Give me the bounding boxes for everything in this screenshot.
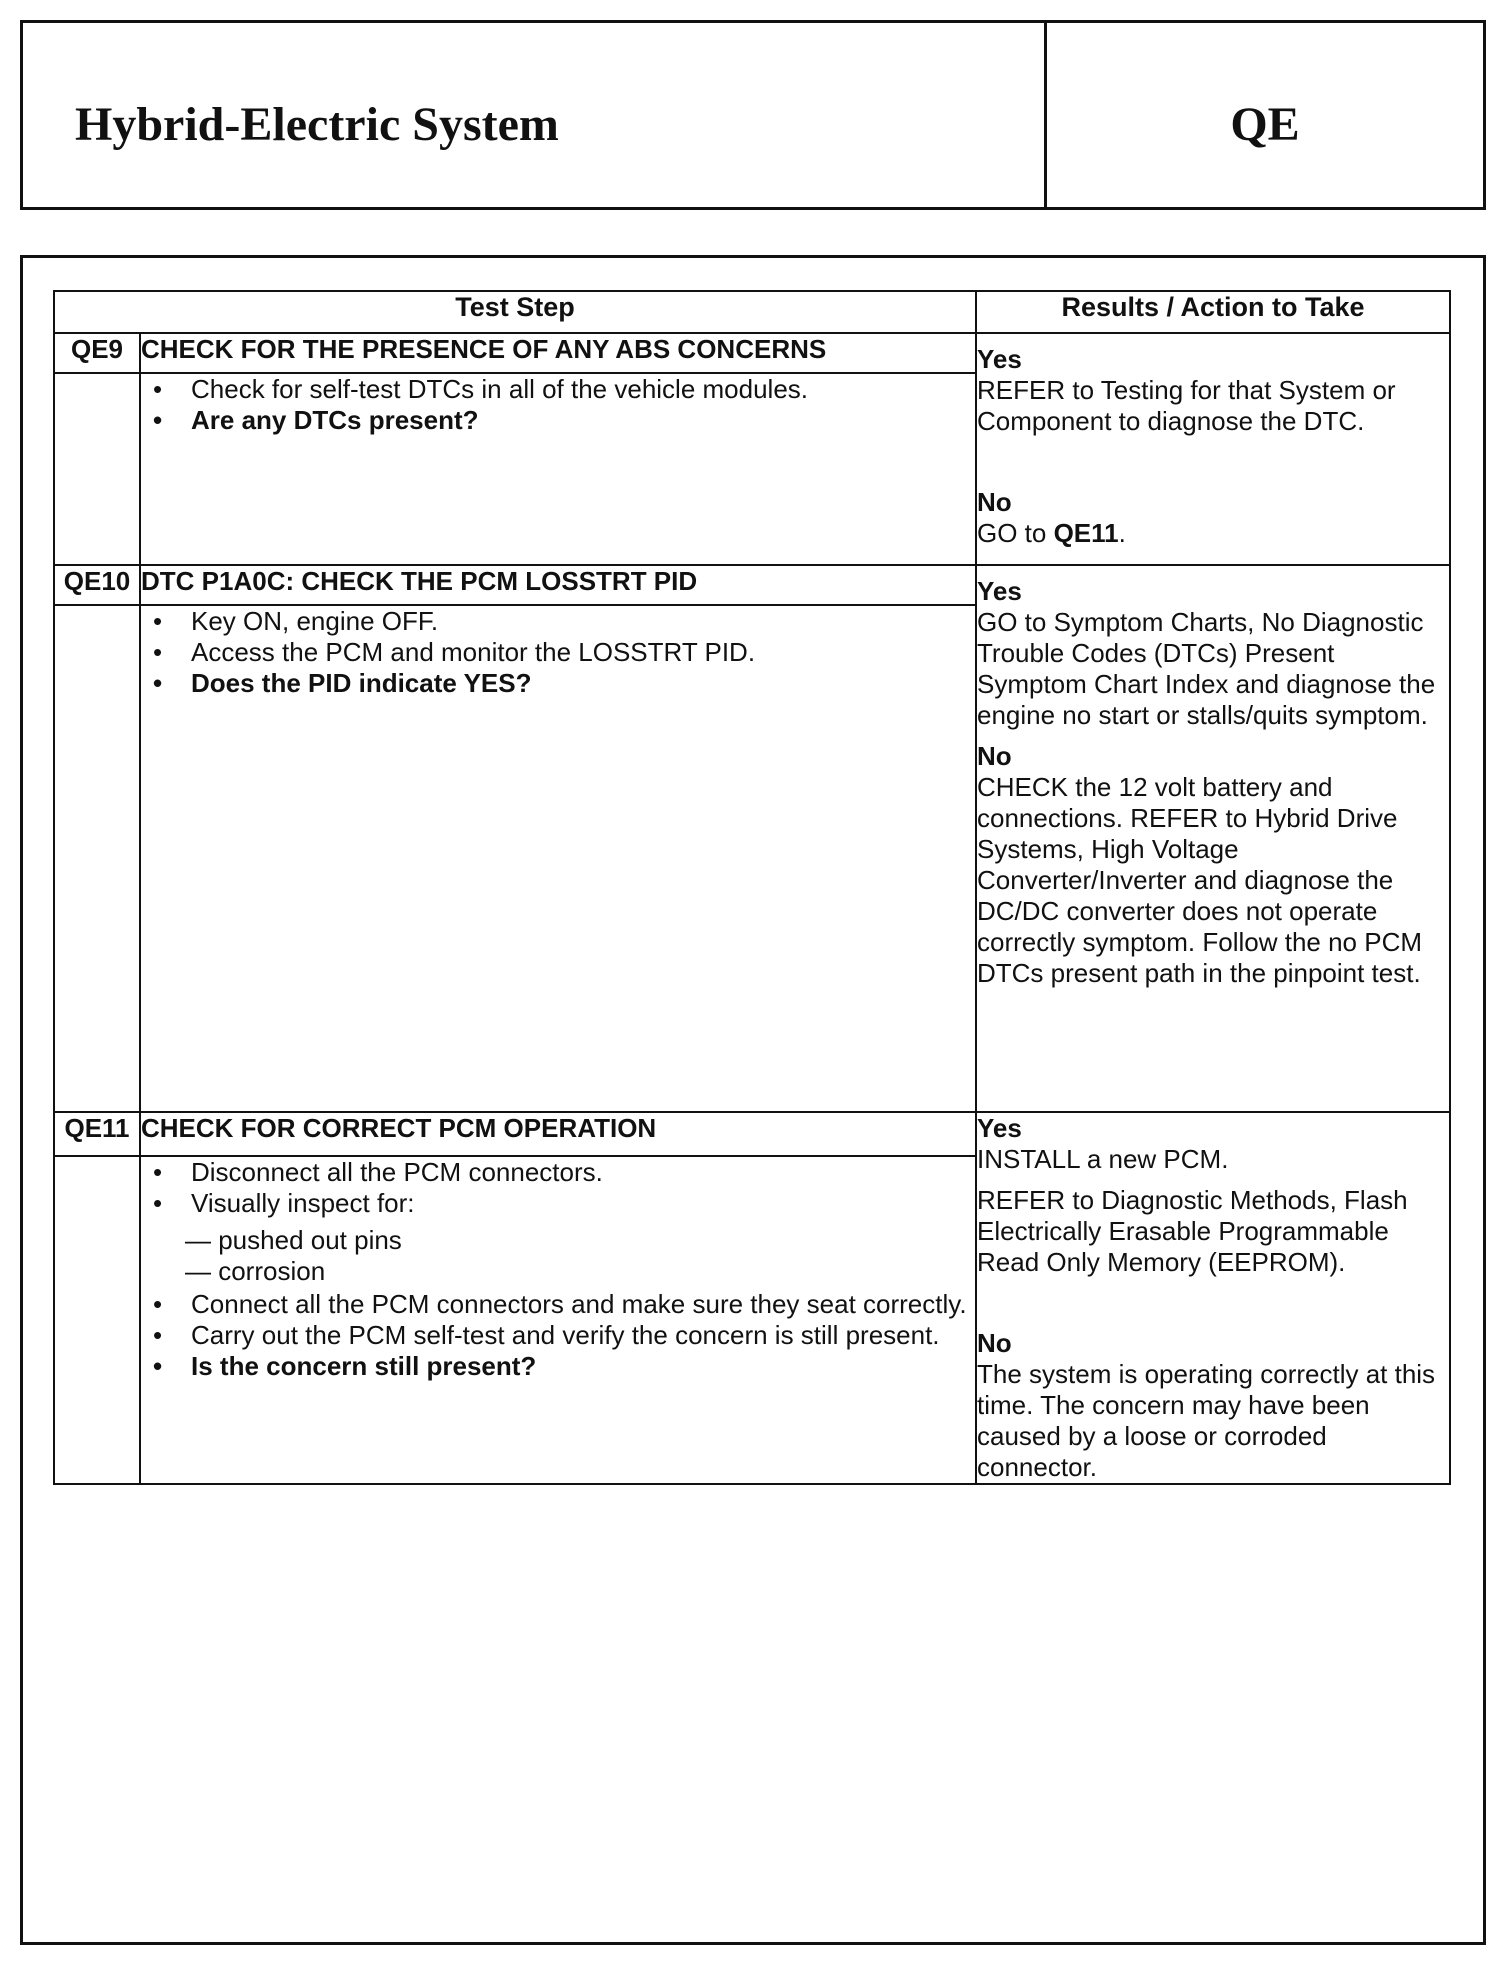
step-title: DTC P1A0C: CHECK THE PCM LOSSTRT PID	[140, 565, 976, 605]
yes-label: Yes	[977, 576, 1022, 606]
pinpoint-test-table	[53, 290, 1451, 1485]
no-text-ref: QE11	[1053, 518, 1119, 548]
step-result	[976, 565, 1450, 1112]
step-code: QE9	[54, 333, 140, 373]
step-body	[140, 605, 976, 1112]
step-body	[140, 1156, 976, 1485]
step-gutter	[54, 373, 140, 565]
yes-label: Yes	[977, 344, 1022, 374]
no-text: CHECK the 12 volt battery and connections. REFER to Hybrid Drive Systems, High Voltage Converter/Inverter and diagnose the DC/DC converter does not operate correctly symptom. Follow the no PCM DTCs present path in the pinpoint test.	[977, 772, 1423, 988]
step-question: • Is the concern still present?	[147, 1351, 975, 1382]
subitem: — pushed out pins	[185, 1224, 402, 1255]
no-text-prefix: GO to	[977, 518, 1054, 548]
no-text	[977, 518, 1449, 549]
step-item: • Disconnect all the PCM connectors.	[147, 1157, 975, 1188]
step-question: • Does the PID indicate YES?	[147, 668, 975, 699]
yes-label: Yes	[977, 1113, 1022, 1143]
step-item: • Key ON, engine OFF.	[147, 606, 975, 637]
step-item: • Carry out the PCM self-test and verify the concern is still present.	[147, 1320, 975, 1351]
no-text-suffix: .	[1118, 518, 1126, 548]
step-code: QE10	[54, 565, 140, 605]
step-header-row	[54, 1112, 1450, 1156]
step-title: CHECK FOR CORRECT PCM OPERATION	[140, 1112, 976, 1156]
step-title: CHECK FOR THE PRESENCE OF ANY ABS CONCERNS	[140, 333, 976, 373]
no-label: No	[977, 1328, 1012, 1358]
no-label: No	[977, 741, 1012, 771]
column-header-results: Results / Action to Take	[976, 291, 1450, 333]
step-list	[141, 1289, 975, 1382]
yes-text: REFER to Testing for that System or Component to diagnose the DTC.	[977, 375, 1396, 436]
step-result	[976, 1112, 1450, 1484]
step-list	[141, 606, 975, 699]
column-header-test-step: Test Step	[54, 291, 976, 333]
step-gutter	[54, 605, 140, 1112]
no-text: The system is operating correctly at this time. The concern may have been caused by a loose or corroded connector.	[977, 1359, 1436, 1482]
section-code: QE	[1230, 98, 1300, 151]
step-header-row	[54, 333, 1450, 373]
table-header-row	[54, 291, 1450, 333]
yes-text-2: REFER to Diagnostic Methods, Flash Electrically Erasable Programmable Read Only Memory (EEPROM).	[977, 1185, 1408, 1277]
yes-text-1: INSTALL a new PCM.	[977, 1144, 1229, 1174]
yes-text: GO to Symptom Charts, No Diagnostic Trouble Codes (DTCs) Present Symptom Chart Index and diagnose the engine no start or stalls/quits symptom.	[977, 607, 1436, 730]
no-label: No	[977, 487, 1012, 517]
page-title: Hybrid-Electric System	[75, 98, 559, 151]
step-body	[140, 373, 976, 565]
step-list	[141, 1157, 975, 1219]
page-header	[20, 20, 1486, 210]
inspection-subitems	[141, 1225, 975, 1287]
step-code: QE11	[54, 1112, 140, 1156]
step-question: • Are any DTCs present?	[147, 405, 975, 436]
step-item: • Visually inspect for:	[147, 1188, 975, 1219]
step-gutter	[54, 1156, 140, 1485]
step-header-row	[54, 565, 1450, 605]
step-item: • Connect all the PCM connectors and make sure they seat correctly.	[147, 1289, 975, 1320]
step-item: • Check for self-test DTCs in all of the vehicle modules.	[147, 374, 975, 405]
subitem: — corrosion	[185, 1255, 326, 1286]
step-result	[976, 333, 1450, 565]
step-list	[141, 374, 975, 436]
step-item: • Access the PCM and monitor the LOSSTRT PID.	[147, 637, 975, 668]
